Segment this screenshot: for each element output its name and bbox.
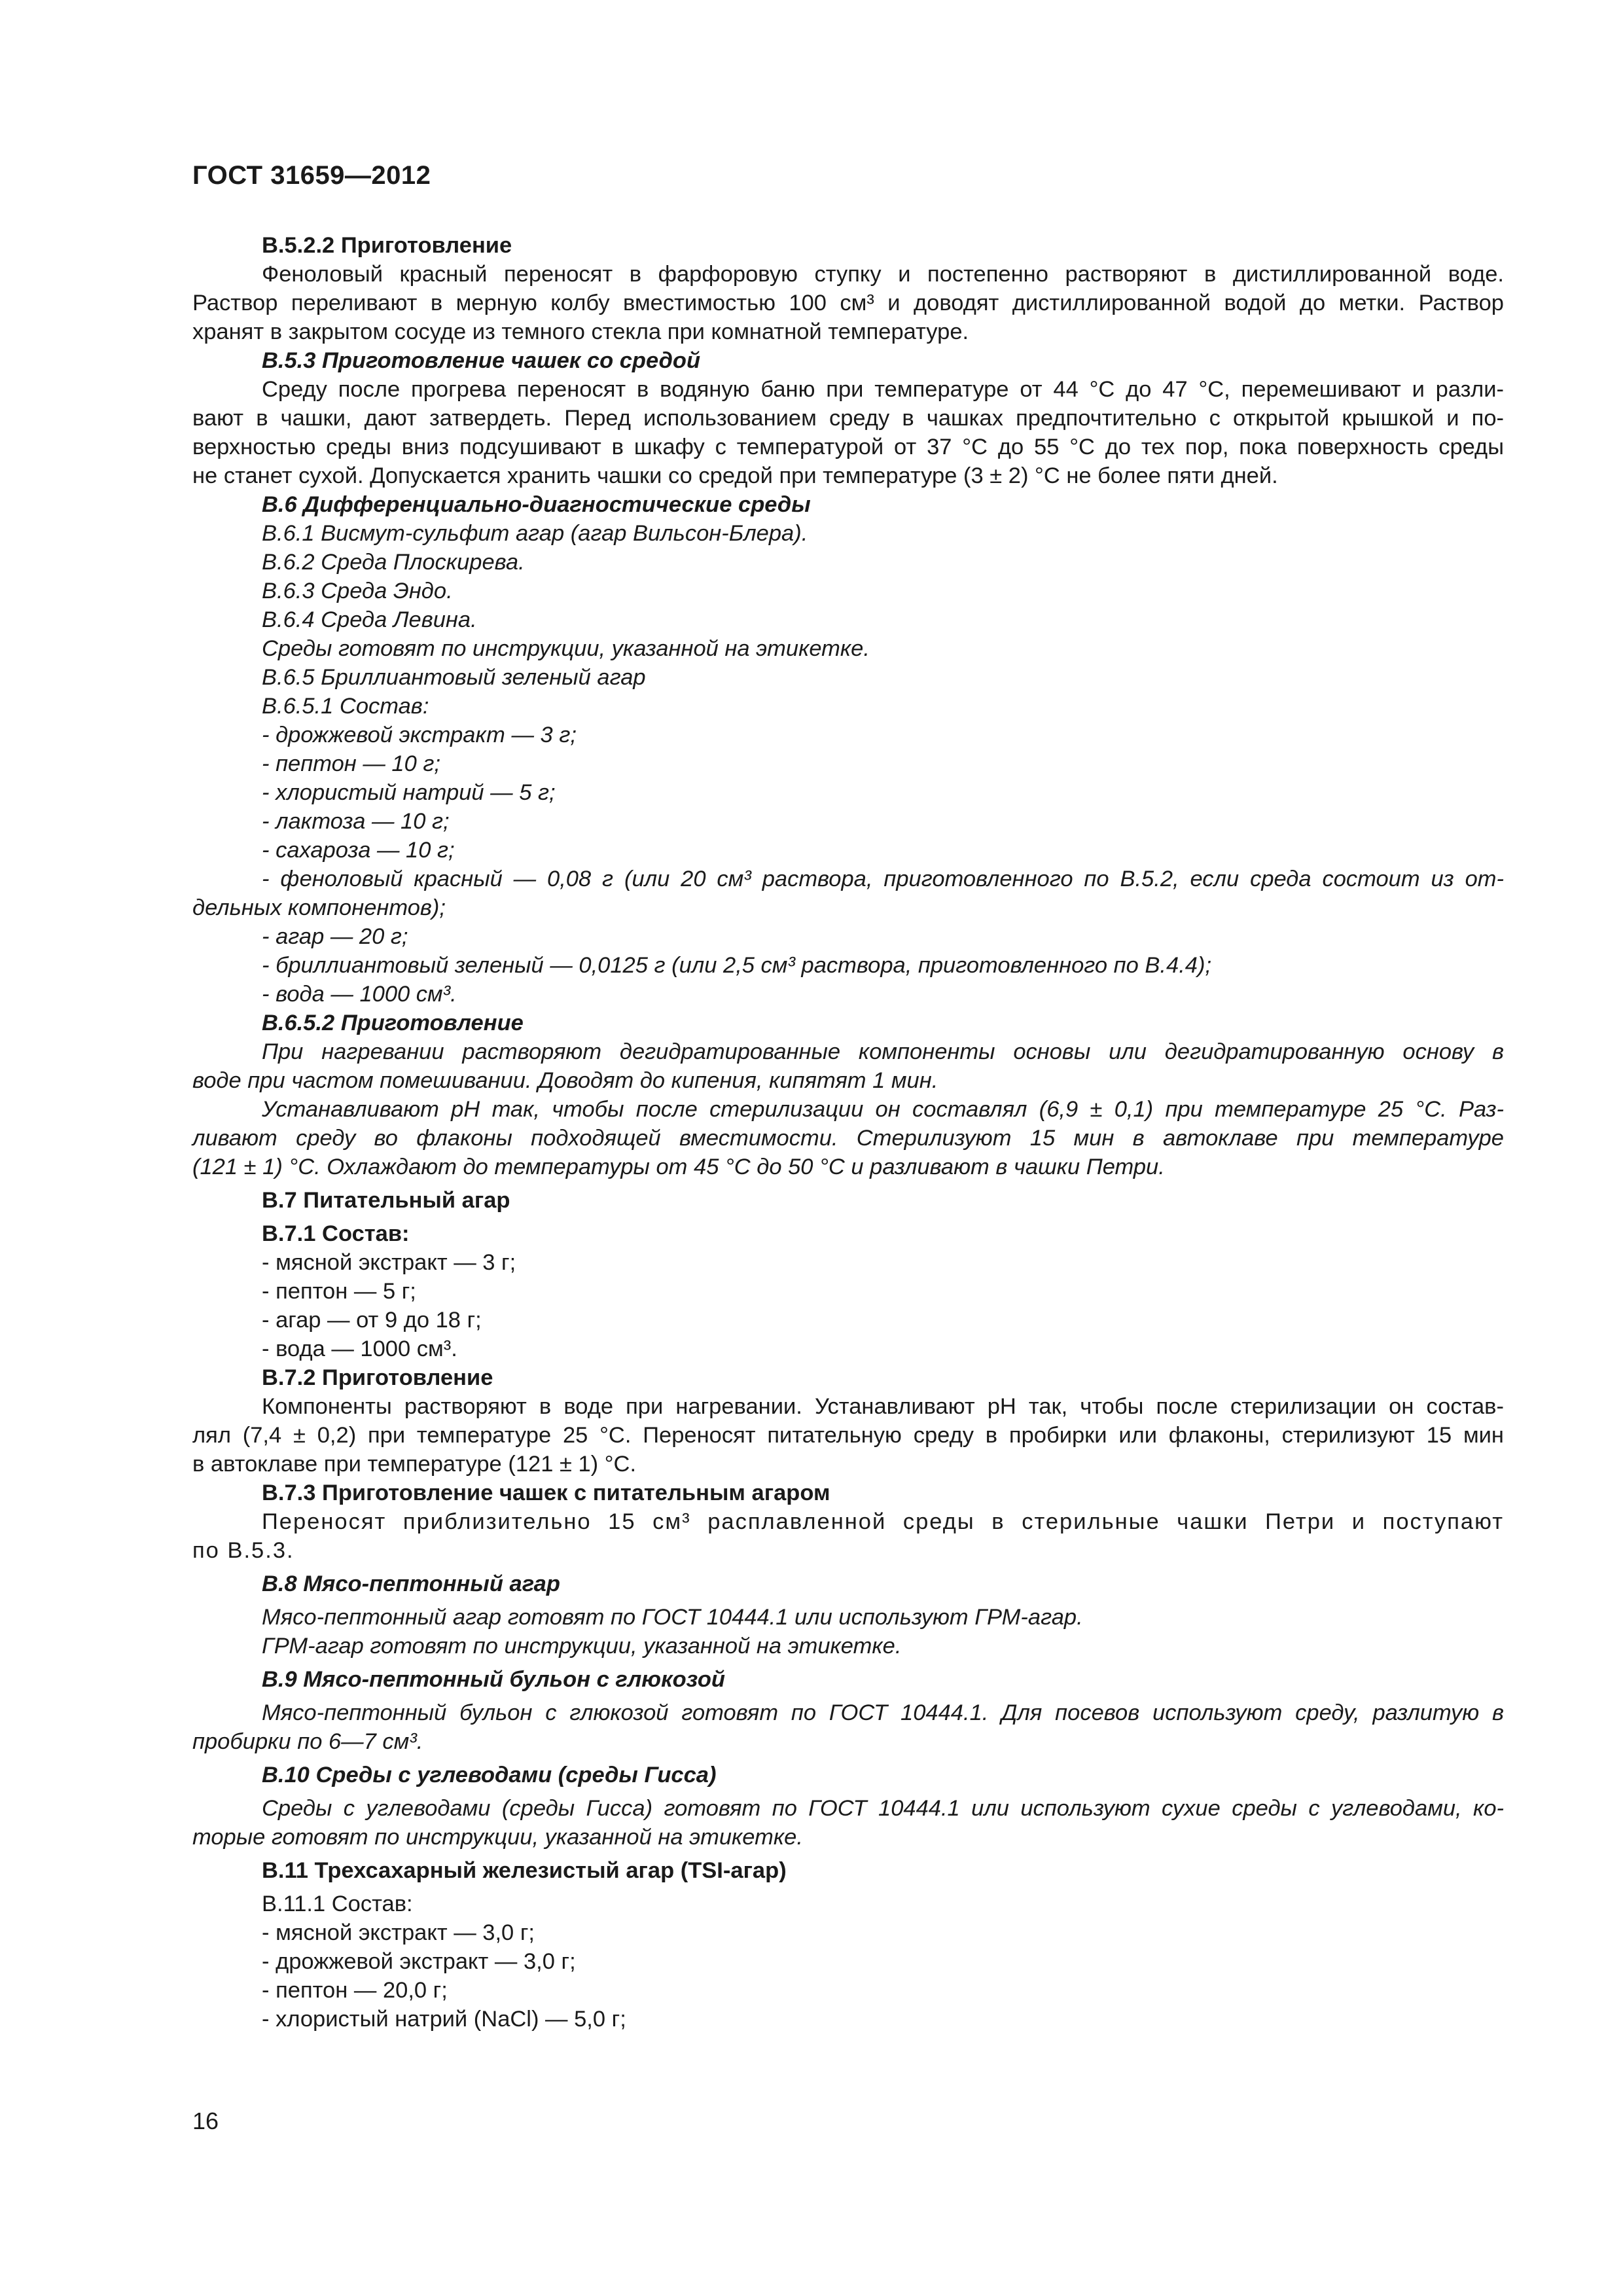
text-line: ГРМ-агар готовят по инструкции, указанной на этикетке.	[262, 1634, 902, 1659]
list-item: - пептон — 10 г;	[262, 751, 440, 776]
list-item: - мясной экстракт — 3,0 г;	[262, 1920, 535, 1945]
text-line: Феноловый красный переносят в фарфоровую ступку и постепенно растворяют в дистиллированной воде.	[262, 262, 1504, 287]
text-line: в автоклаве при температуре (121 ± 1) °С.	[192, 1452, 637, 1477]
list-item: - вода — 1000 см³.	[262, 1336, 457, 1361]
text-line: воде при частом помешивании. Доводят до кипения, кипятят 1 мин.	[192, 1068, 938, 1093]
section-heading: В.9 Мясо-пептонный бульон с глюкозой	[262, 1667, 725, 1692]
text-line: Устанавливают рН так, чтобы после стерилизации он составлял (6,9 ± 0,1) при температуре 25 °С. Раз-	[262, 1097, 1504, 1122]
list-item: - пептон — 5 г;	[262, 1279, 416, 1304]
text-line: ливают среду во флаконы подходящей вместимости. Стерилизуют 15 мин в автоклаве при температуре	[192, 1126, 1504, 1151]
list-item: - агар — от 9 до 18 г;	[262, 1308, 482, 1333]
text-line: В.6.5.1 Состав:	[262, 694, 429, 719]
text-line: В.11.1 Состав:	[262, 1892, 413, 1916]
list-item: - сахароза — 10 г;	[262, 838, 455, 863]
section-heading: В.6 Дифференциально-диагностические среды	[262, 492, 811, 517]
text-line: верхностью среды вниз подсушивают в шкафу с температурой от 37 °С до 55 °С до тех пор, пока поверхность среды	[192, 435, 1504, 459]
section-heading: В.7.1 Состав:	[262, 1221, 410, 1246]
section-heading: В.10 Среды с углеводами (среды Гисса)	[262, 1763, 717, 1787]
list-item: - мясной экстракт — 3 г;	[262, 1250, 516, 1275]
list-item: - хлористый натрий — 5 г;	[262, 780, 556, 805]
list-item: - бриллиантовый зеленый — 0,0125 г (или 2,5 см³ раствора, приготовленного по В.4.4);	[262, 953, 1212, 978]
text-line: В.6.4 Среда Левина.	[262, 607, 477, 632]
text-line: лял (7,4 ± 0,2) при температуре 25 °С. Переносят питательную среду в пробирки или флаконы, стерилизуют 15 мин	[192, 1423, 1504, 1448]
list-item: - хлористый натрий (NaCl) — 5,0 г;	[262, 2007, 626, 2032]
section-heading: В.5.2.2 Приготовление	[262, 233, 512, 258]
section-heading: В.7 Питательный агар	[262, 1188, 510, 1213]
text-line: Среду после прогрева переносят в водяную баню при температуре от 44 °С до 47 °С, перемешивают и разли-	[262, 377, 1504, 402]
list-item: - дрожжевой экстракт — 3 г;	[262, 723, 577, 747]
document-header: ГОСТ 31659—2012	[192, 161, 431, 190]
text-line: вают в чашки, дают затвердеть. Перед использованием среду в чашках предпочтительно с открытой крышкой и по-	[192, 406, 1504, 431]
text-line: Раствор переливают в мерную колбу вместимостью 100 см³ и доводят дистиллированной водой до метки. Раствор	[192, 291, 1504, 315]
text-line: В.6.2 Среда Плоскирева.	[262, 550, 525, 575]
text-line: В.6.5 Бриллиантовый зеленый агар	[262, 665, 646, 690]
text-line: Компоненты растворяют в воде при нагревании. Устанавливают рН так, чтобы после стерилизации он состав-	[262, 1394, 1504, 1419]
section-heading: В.11 Трехсахарный железистый агар (TSI-агар)	[262, 1858, 787, 1883]
text-line: пробирки по 6—7 см³.	[192, 1729, 423, 1754]
section-heading: В.7.3 Приготовление чашек с питательным агаром	[262, 1480, 830, 1505]
text-line: торые готовят по инструкции, указанной на этикетке.	[192, 1825, 803, 1850]
text-line: В.6.1 Висмут-сульфит агар (агар Вильсон-Блера).	[262, 521, 808, 546]
list-item: - агар — 20 г;	[262, 924, 408, 949]
text-line: хранят в закрытом сосуде из темного стекла при комнатной температуре.	[192, 319, 969, 344]
section-heading: В.6.5.2 Приготовление	[262, 1011, 524, 1035]
text-line: При нагревании растворяют дегидратированные компоненты основы или дегидратированную основу в	[262, 1039, 1504, 1064]
list-item: - феноловый красный — 0,08 г (или 20 см³ раствора, приготовленного по В.5.2, если среда состоит из от-	[262, 867, 1504, 891]
list-item: - лактоза — 10 г;	[262, 809, 450, 834]
section-heading: В.8 Мясо-пептонный агар	[262, 1571, 560, 1596]
text-line: Среды готовят по инструкции, указанной на этикетке.	[262, 636, 870, 661]
list-item: - вода — 1000 см³.	[262, 982, 457, 1007]
section-heading: В.7.2 Приготовление	[262, 1365, 493, 1390]
list-item: - дрожжевой экстракт — 3,0 г;	[262, 1949, 576, 1974]
text-line: дельных компонентов);	[192, 895, 446, 920]
text-line: по В.5.3.	[192, 1538, 294, 1563]
text-line: (121 ± 1) °С. Охлаждают до температуры от 45 °С до 50 °С и разливают в чашки Петри.	[192, 1155, 1165, 1179]
text-line: Мясо-пептонный агар готовят по ГОСТ 10444.1 или используют ГРМ-агар.	[262, 1605, 1083, 1630]
text-line: не станет сухой. Допускается хранить чашки со средой при температуре (3 ± 2) °С не более пяти дней.	[192, 463, 1278, 488]
text-line: Мясо-пептонный бульон с глюкозой готовят по ГОСТ 10444.1. Для посевов используют среду, разлитую в	[262, 1700, 1504, 1725]
text-line: В.6.3 Среда Эндо.	[262, 579, 453, 603]
text-line: Среды с углеводами (среды Гисса) готовят по ГОСТ 10444.1 или используют сухие среды с углеводами, ко-	[262, 1796, 1504, 1821]
page-number: 16	[192, 2108, 219, 2134]
text-line: Переносят приблизительно 15 см³ расплавленной среды в стерильные чашки Петри и поступают	[262, 1509, 1504, 1534]
section-heading: В.5.3 Приготовление чашек со средой	[262, 348, 701, 373]
list-item: - пептон — 20,0 г;	[262, 1978, 448, 2003]
